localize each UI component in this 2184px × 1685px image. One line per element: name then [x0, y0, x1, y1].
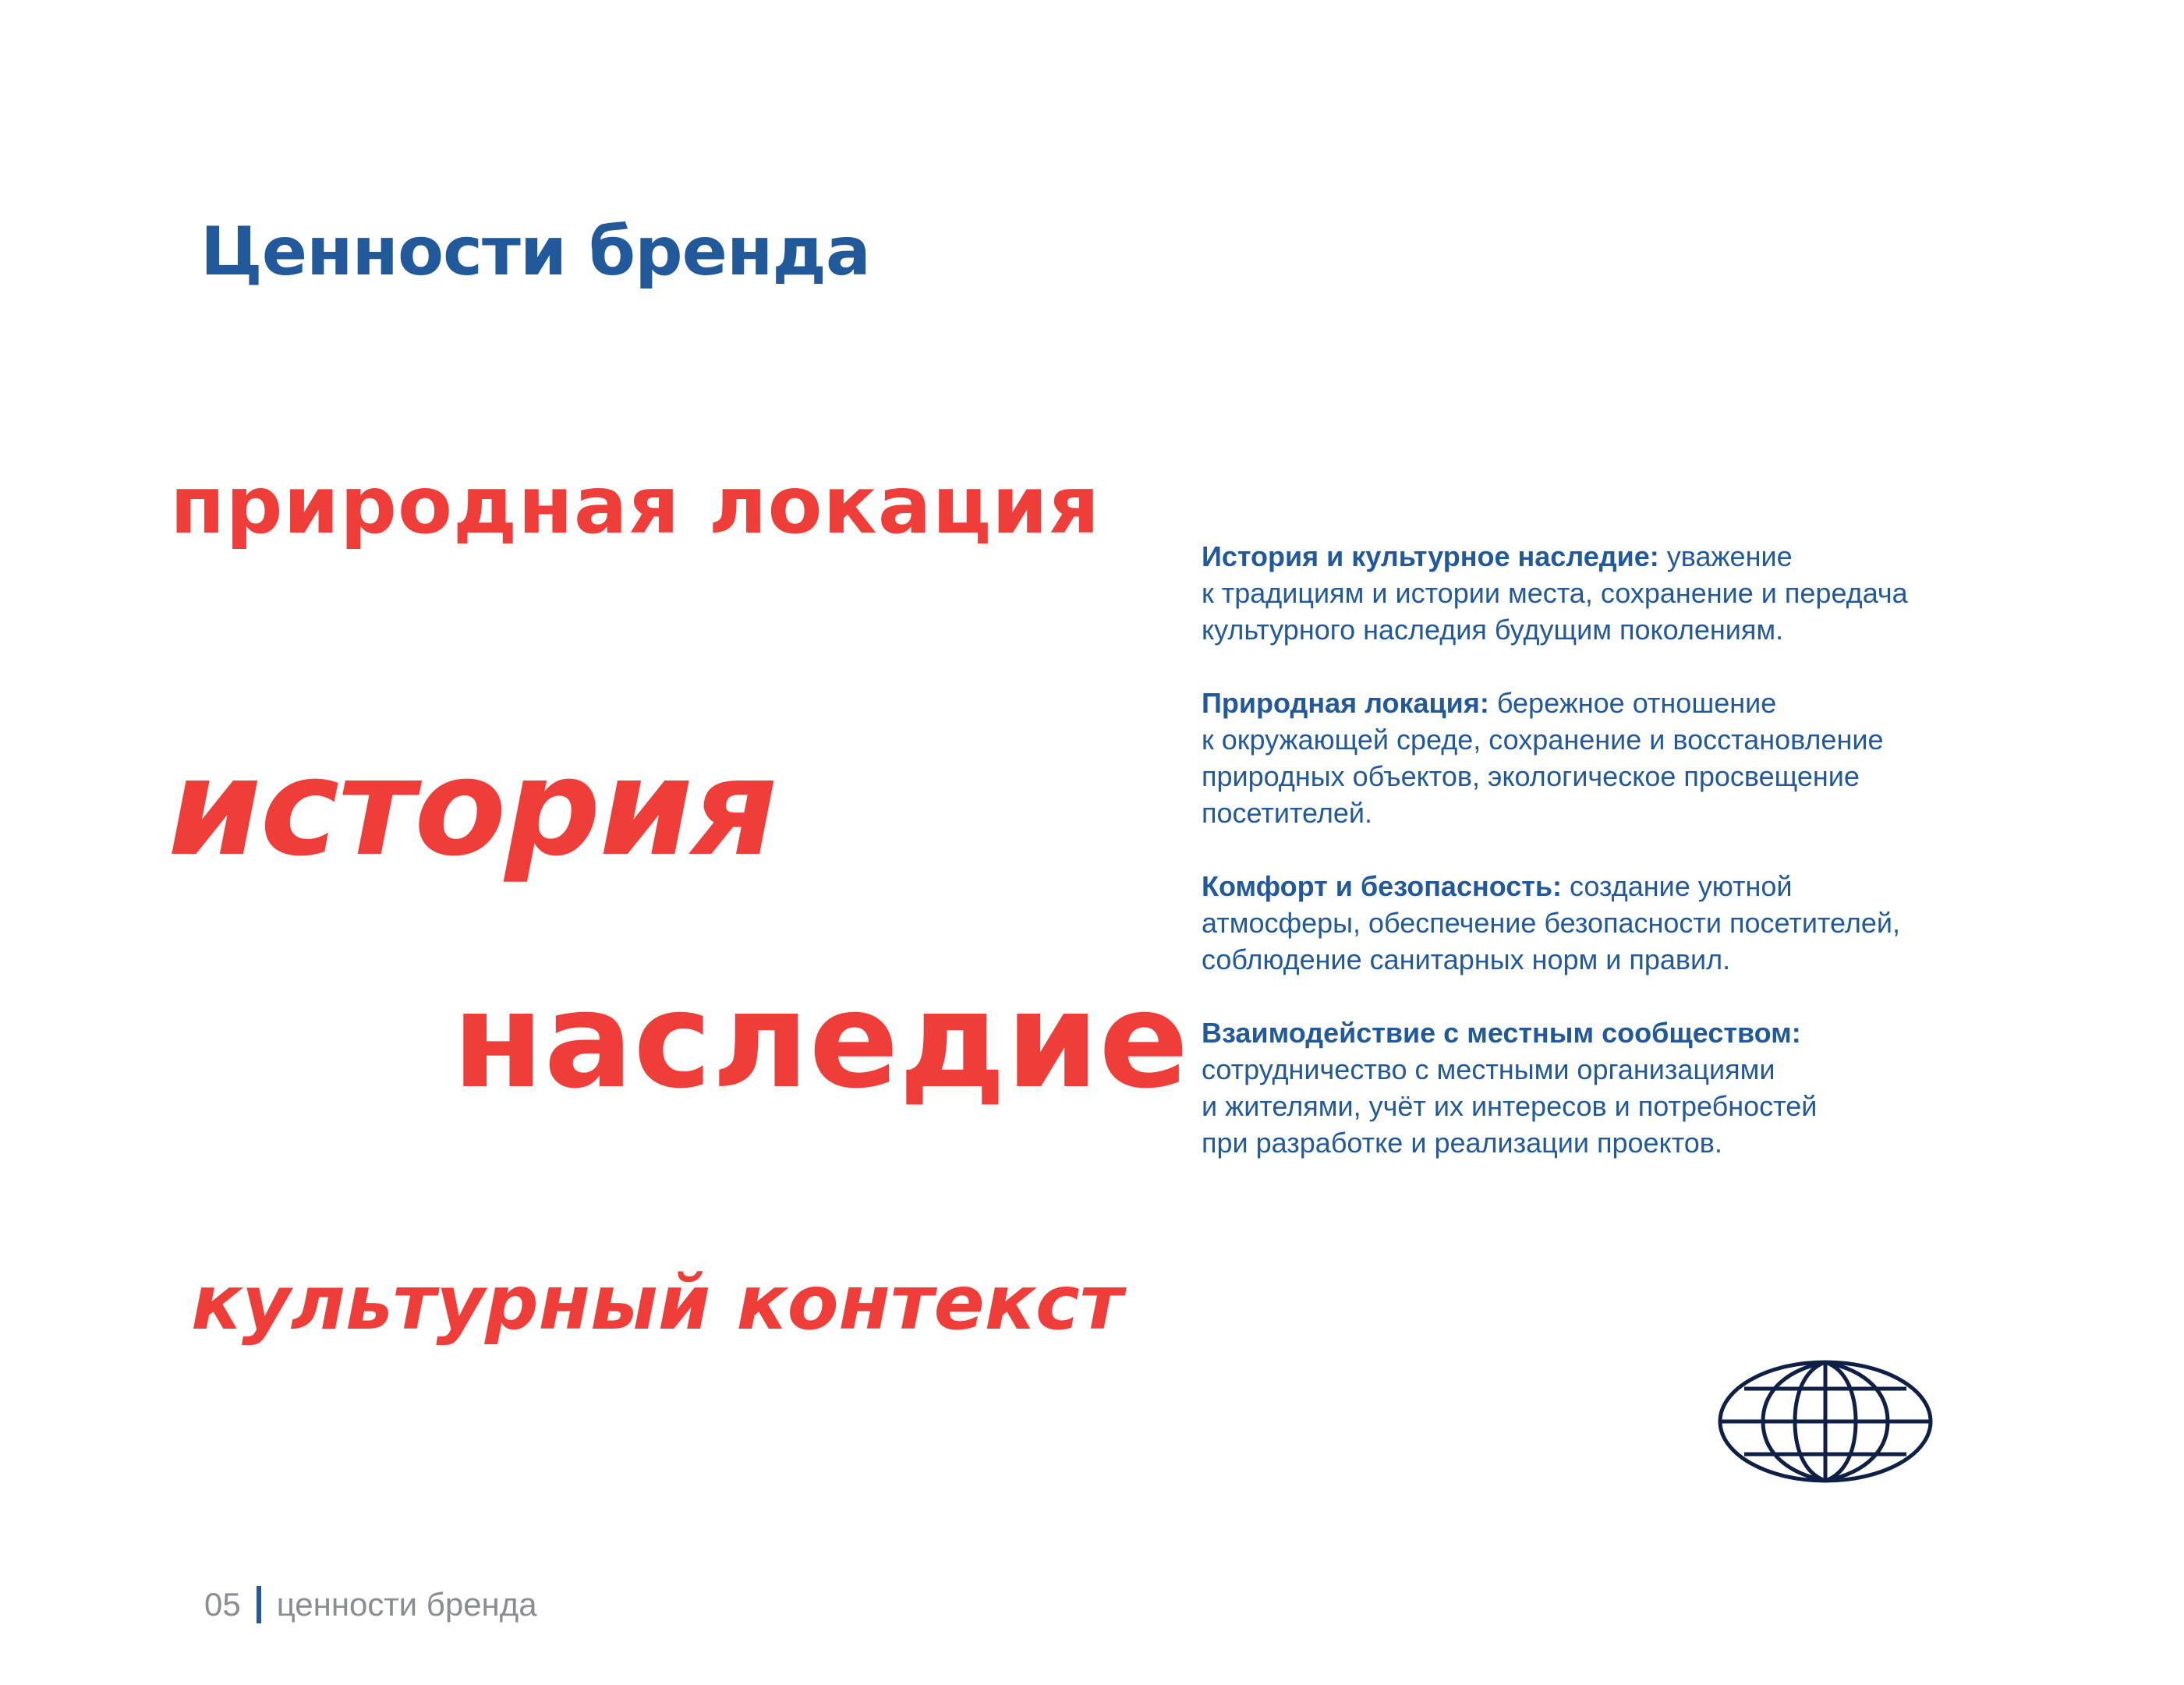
keyword-nature-location: природная локация [170, 459, 1101, 552]
value-nature-location [1202, 685, 2059, 831]
keyword-cultural-context: культурный контекст [191, 1259, 1124, 1347]
value-text: создание уютной атмосферы, обеспечение безопасности посетителей, соблюдение санитарных норм и правил. [1202, 870, 1900, 975]
value-title: Природная локация: [1202, 687, 1489, 719]
value-comfort-safety [1202, 868, 2059, 978]
globe-icon [1718, 1359, 1933, 1484]
footer [204, 1583, 537, 1627]
value-title: Комфорт и безопасность: [1202, 870, 1563, 902]
footer-divider [257, 1586, 261, 1623]
value-text: уважение к традициям и истории места, сохранение и передача культурного наследия будущим поколениям. [1202, 540, 1908, 646]
value-title: Взаимодействие с местным сообществом: [1202, 1017, 1801, 1049]
value-history-heritage [1202, 538, 2059, 648]
value-text: сотрудничество с местными организациями и жителями, учёт их интересов и потребностей при разработке и реализации проектов. [1202, 1053, 1818, 1159]
brand-values-list [1202, 538, 2059, 1198]
value-title: История и культурное наследие: [1202, 540, 1659, 572]
value-text: бережное отношение к окружающей среде, сохранение и восстановление природных объектов, экологическое просвещение посетителей. [1202, 687, 1884, 829]
footer-section-label: ценности бренда [276, 1586, 537, 1623]
value-community [1202, 1014, 2059, 1161]
page-number: 05 [204, 1586, 241, 1623]
keyword-history: история [168, 729, 777, 886]
keyword-heritage: наследие [452, 964, 1189, 1118]
page-title: Ценности бренда [200, 212, 870, 291]
